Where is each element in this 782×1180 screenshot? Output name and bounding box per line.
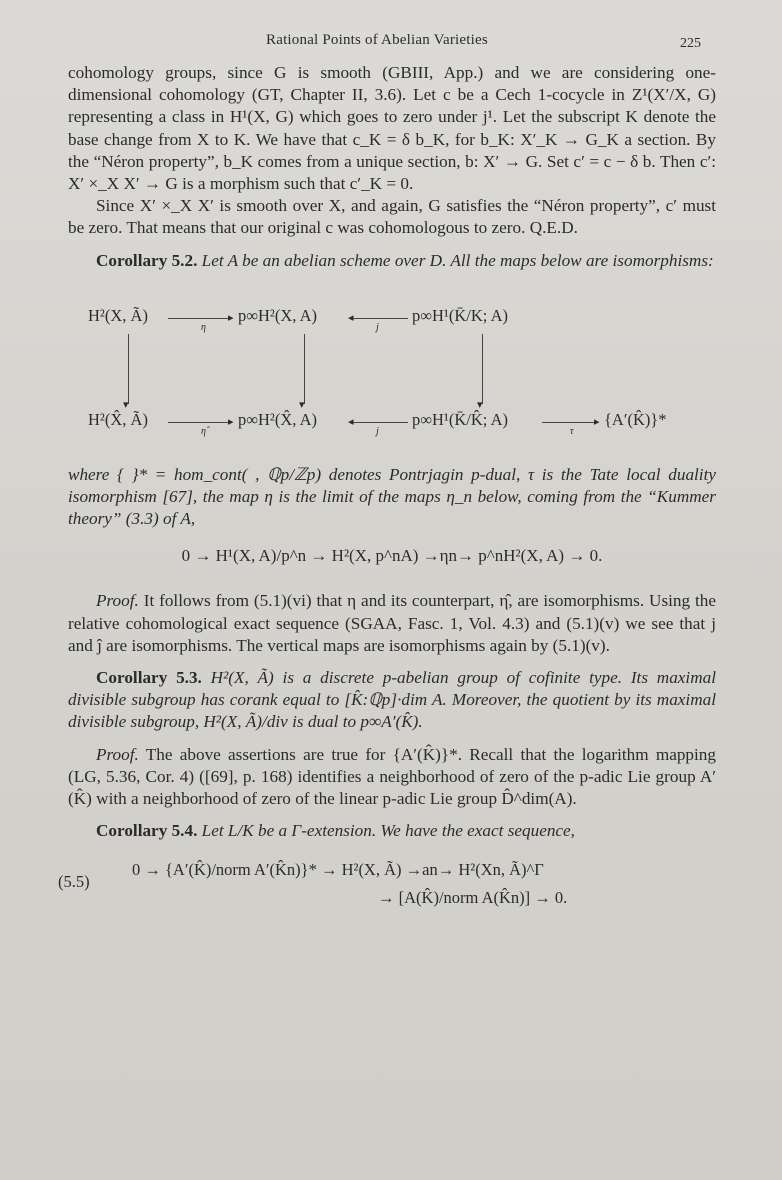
label-eta: η xyxy=(201,321,206,333)
arrowhead-left-icon: ◂ xyxy=(348,311,354,324)
arrowhead-right-icon: ▸ xyxy=(594,415,600,428)
arrow-j xyxy=(352,318,408,319)
arrow-tau xyxy=(542,422,598,423)
corollary-5-4-statement: Let L/K be a Γ-extension. We have the exact sequence, xyxy=(201,821,575,841)
pontrjagin-dual-definition: where { }* = hom_cont( , ℚp/ℤp) denotes Pontrjagin p-dual, τ is the Tate local duality isomorphism [67], the map η is the limit of the maps η_n below, coming from the “Kummer theory” (3.3) of A, xyxy=(68,464,716,529)
arrow-j-hat xyxy=(352,422,408,423)
running-header xyxy=(0,30,782,54)
label-eta-hat: η̂ xyxy=(201,425,206,437)
arrowhead-down-icon: ▾ xyxy=(123,398,129,411)
proof-5-2-text: It follows from (5.1)(vi) that η and its counterpart, η̂, are isomorphisms. Using the relative cohomological exact sequence (SGAA, Fasc. 1, Vol. 4.3) and (5.1)(v) we see that j and ĵ are isomorphisms. The vertical maps are isomorphisms again by (5.1)(v). xyxy=(68,591,717,655)
proof-label: Proof. xyxy=(96,591,139,611)
node-bottom-4: {A′(K̂)}* xyxy=(604,409,667,429)
node-top-3: p∞H¹(K̄/K; A) xyxy=(412,305,508,325)
commutative-diagram xyxy=(68,286,716,454)
proof-5-2 xyxy=(68,590,716,657)
kummer-exact-sequence: 0 → H¹(X, A)/p^n → H²(X, p^nA) →ηn→ p^nH²(X, A) → 0. xyxy=(181,546,603,566)
arrow-eta xyxy=(168,318,232,319)
label-tau: τ xyxy=(570,425,574,437)
node-bottom-2: p∞H²(X̂, A) xyxy=(238,409,318,429)
corollary-5-2-statement: Let A be an abelian scheme over D. All the maps below are isomorphisms: xyxy=(201,250,714,270)
label-j-hat: j xyxy=(376,425,379,437)
equation-5-5 xyxy=(58,860,716,924)
corollary-5-3-statement: H²(X, Ã) is a discrete p-abelian group of cofinite type. Its maximal divisible subgroup has corank equal to [K̂:ℚp]·dim A. Moreover, the quotient by its maximal divisible subgroup, H²(X, Ã)/div is dual to p∞A′(K̂). xyxy=(68,668,716,732)
arrowhead-left-icon: ◂ xyxy=(348,415,354,428)
equation-number: (5.5) xyxy=(58,872,90,892)
corollary-5-4-label: Corollary 5.4. xyxy=(96,821,198,841)
vertical-arrow-3 xyxy=(482,334,483,404)
vertical-arrow-1 xyxy=(128,334,129,404)
arrow-eta-hat xyxy=(168,422,232,423)
node-top-1: H²(X, Ã) xyxy=(88,305,148,325)
spacer xyxy=(68,810,716,820)
corollary-5-4 xyxy=(68,820,716,842)
spacer xyxy=(68,240,716,250)
spacer xyxy=(68,734,716,744)
equation-5-5-line-1: 0 → {A′(K̂)/norm A′(K̂n)}* → H²(X, Ã) →an→ H²(Xn, Ã)^Γ xyxy=(132,860,544,880)
paragraph-neron-property: Since X′ ×_X X′ is smooth over X, and again, G satisfies the “Néron property”, c′ must be zero. That means that our original c was cohomologous to zero. Q.E.D. xyxy=(68,196,716,238)
arrowhead-down-icon: ▾ xyxy=(477,398,483,411)
arrowhead-right-icon: ▸ xyxy=(228,311,234,324)
corollary-5-3 xyxy=(68,667,716,734)
vertical-arrow-2 xyxy=(304,334,305,404)
equation-5-5-line-2: → [A(K̂)/norm A(K̂n)] → 0. xyxy=(378,888,568,908)
running-title: Rational Points of Abelian Varieties xyxy=(266,32,488,48)
page-number: 225 xyxy=(680,36,701,51)
label-j: j xyxy=(376,321,379,333)
corollary-5-2 xyxy=(68,250,716,272)
page-body xyxy=(58,62,717,924)
spacer xyxy=(68,657,716,667)
paragraph-cech-cocycle: cohomology groups, since G is smooth (GBIII, App.) and we are considering one-dimensional cohomology (GT, Chapter II, 3.6). Let c be a Cech 1-cocycle in Z¹(X′/X, G) representing a class in H¹(X, G) which goes to zero under j¹. Let the subscript K denote the base change from X to K. We have that c_K = δ b_K, for b_K: X′_K → G_K a section. By the “Néron property”, b_K comes from a unique section, b: X′ → G. Set c′ = c − δ b. Then c′: X′ ×_X X′ → G is a morphism such that c′_K = 0. xyxy=(68,63,716,194)
proof-5-3 xyxy=(68,744,716,811)
corollary-5-3-label: Corollary 5.3. xyxy=(96,668,202,688)
node-bottom-1: H²(X̂, Ã) xyxy=(88,409,148,429)
arrowhead-right-icon: ▸ xyxy=(228,415,234,428)
corollary-5-2-label: Corollary 5.2. xyxy=(96,250,198,270)
node-top-2: p∞H²(X, A) xyxy=(238,305,318,325)
proof-5-3-text: The above assertions are true for {A′(K̂)}*. Recall that the logarithm mapping (LG, 5.36, Cor. 4) ([69], p. 168) identifies a neighborhood of zero of the p-adic Lie group A′(K̂) with a neighborhood of zero of the linear p-adic Lie group D̂^dim(A). xyxy=(68,744,716,809)
proof-label: Proof. xyxy=(96,744,139,764)
node-bottom-3: p∞H¹(K̄/K̂; A) xyxy=(412,409,508,429)
arrowhead-down-icon: ▾ xyxy=(299,398,305,411)
